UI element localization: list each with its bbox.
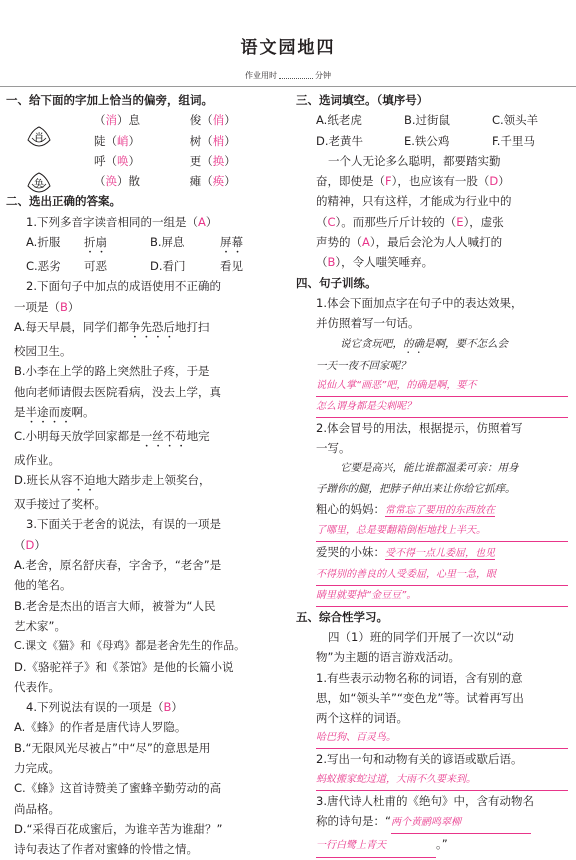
s5-q2: 2.写出一句和动物有关的谚语或歇后语。	[316, 752, 523, 767]
example-sentence-cont: 一天一夜不回家呢？	[316, 359, 411, 372]
left-column	[6, 90, 276, 860]
q4-stem: 4.下列说法有误的一项是（B）	[26, 700, 183, 715]
q4-option-c: C.《蜂》这首诗赞美了蜜蜂辛勤劳动的高	[14, 781, 222, 796]
s5-q1-cont: 两个这样的词语。	[316, 711, 408, 726]
answer: B	[163, 700, 172, 715]
q3-stem: 3.下面关于老舍的说法，有误的一项是	[26, 517, 221, 532]
section2-heading: 二、选出正确的答案。	[6, 194, 121, 209]
section3-heading: 三、选词填空。（填序号）	[296, 93, 429, 107]
answer: 梢	[212, 133, 225, 148]
time-blank	[279, 78, 313, 79]
handwritten-answer: 不得别的善良的人受委屈，心里一急，眼	[316, 565, 568, 586]
q4-option-b: B.“无限风光尽被占”中“尽”的意思是用	[14, 740, 211, 755]
word-options-row2: D.老黄牛 E.铁公鸡 F.千里马	[316, 133, 535, 148]
answer: D	[489, 174, 499, 189]
q3-option-b-cont: 艺术家”。	[14, 618, 66, 633]
answer: 峭	[117, 133, 129, 148]
answer: 俏	[212, 113, 225, 128]
icon-char-a: 肖	[34, 133, 44, 144]
mom-line	[296, 499, 568, 521]
answer: A	[197, 214, 206, 229]
s4-q1-stem: 1.体会下面加点字在句子中的表达效果，	[316, 295, 523, 310]
q2-option-b: B.小李在上学的路上突然肚子疼，于是	[14, 364, 210, 379]
minutes-label: 分钟	[315, 71, 331, 80]
q1-options-row1: A.折服 折扇 B.屏息 屏幕	[26, 235, 243, 250]
q4-option-d: D.“采得百花成蜜后，为谁辛苦为谁甜？”	[14, 821, 223, 836]
s4-q2-stem-cont: 一写。	[316, 441, 351, 456]
header-divider	[0, 86, 576, 87]
q2-option-c: C.小明每天放学回家都是一丝不苟地完	[14, 428, 210, 443]
section4-heading: 四、句子训练。	[296, 275, 377, 290]
s5-q3-cont: 称的诗句是：“两个黄鹂鸣翠柳	[296, 811, 568, 834]
answer: B	[327, 255, 336, 270]
passage-line: 一个人无论多么聪明，都要踏实勤	[328, 153, 501, 168]
q3-option-b: B.老舍是杰出的语言大师，被誉为“人民	[14, 598, 216, 613]
answer: 消	[105, 113, 117, 128]
q2-option-d-cont: 双手接过了奖杯。	[14, 497, 106, 512]
handwritten-answer: 常常忘了要用的东西放在	[385, 505, 495, 517]
q2-option-c-cont: 成作业。	[14, 452, 60, 467]
s5-intro-cont: 物”为主题的语言游戏活动。	[316, 650, 460, 665]
example-sentence: 它要是高兴，能比谁都温柔可亲：用身	[340, 462, 519, 475]
handwritten-answer: 蚂蚁搬家蛇过道，大雨不久要来到。	[316, 770, 568, 791]
passage-line: 奋，即使是（F），也应该有一股（D）	[316, 174, 510, 189]
s5-intro: 四（1）班的同学们开展了一次以“动	[328, 629, 514, 644]
section5-heading: 五、综合性学习。	[296, 609, 388, 624]
handwritten-answer: 说仙人掌“画恶”吧，的确是啊，要不	[316, 376, 568, 397]
sister-label: 爱哭的小妹：	[316, 545, 385, 560]
radical-grid	[6, 110, 276, 191]
q2-option-a-cont: 校园卫生。	[14, 343, 72, 358]
q2-option-b-cont: 他向老师请假去医院看病，没去上学，真	[14, 384, 221, 399]
q3-option-a: A.老舍，原名舒庆春，字舍予，“老舍”是	[14, 558, 222, 573]
time-label: 作业用时	[245, 71, 277, 80]
q3-option-a-cont: 他的笔名。	[14, 578, 72, 593]
q2-stem: 2.下面句子中加点的成语使用不正确的	[26, 279, 221, 294]
handwritten-answer: 睛里就要掉“金豆豆”。	[316, 586, 568, 607]
word-options-row1: A.纸老虎 B.过街鼠 C.领头羊	[316, 113, 539, 128]
homework-time	[0, 70, 576, 81]
mom-label: 粗心的妈妈：	[316, 502, 385, 517]
sister-line	[296, 542, 568, 564]
handwritten-answer: 怎么谓身都是尖刺呢？	[316, 397, 568, 418]
q1-stem: 1.下列多音字读音相同的一组是（A）	[26, 214, 218, 229]
handwritten-answer: 了哪里，总是要翻箱倒柜地找上半天。	[316, 521, 568, 542]
s5-q3-end: 一行白鹭上青天 。”	[296, 834, 568, 857]
q3-option-d: D.《骆驼祥子》和《茶馆》是他的长篇小说	[14, 659, 234, 674]
handwritten-answer: 两个黄鹂鸣翠柳	[391, 813, 531, 834]
answer: 换	[212, 153, 225, 168]
example-sentence: 说它贪玩吧，的确是啊，要不怎么会	[340, 337, 508, 350]
s5-q3: 3.唐代诗人杜甫的《绝句》中，含有动物名	[316, 793, 534, 808]
passage-line: （B），令人嗤笑唾弃。	[316, 255, 434, 270]
q4-option-c-cont: 尚品格。	[14, 801, 60, 816]
right-column	[296, 90, 568, 858]
s5-q1: 1.有些表示动物名称的词语，含有别的意	[316, 670, 523, 685]
q3-answer: （D）	[14, 537, 46, 552]
q2-stem-cont: 一项是（B）	[14, 299, 80, 314]
handwritten-answer: 哈巴狗、百灵鸟。	[316, 728, 568, 749]
q1-options-row2: C.恶劣 可恶 D.看门 看见	[26, 259, 243, 274]
q3-option-d-cont: 代表作。	[14, 679, 60, 694]
q2-option-b-end: 是半途而废啊。	[14, 404, 95, 419]
page-title: 语文园地四	[240, 38, 336, 58]
q2-option-d: D.班长从容不迫地大踏步走上领奖台，	[14, 473, 211, 488]
grid-row: （涣）散 瘫（痪）	[94, 174, 236, 189]
q3-option-c: C.课文《猫》和《母鸡》都是老舍先生的作品。	[14, 639, 246, 653]
section1-heading: 一、给下面的字加上恰当的偏旁，组词。	[6, 93, 213, 107]
s4-q2-stem: 2.体会冒号的用法，根据提示，仿照着写	[316, 420, 523, 435]
answer: 痪	[212, 174, 225, 189]
answer: A	[362, 235, 370, 250]
icon-char-b: 奂	[34, 179, 44, 190]
answer: B	[60, 299, 68, 314]
grid-row: 陡（峭） 树（梢）	[94, 133, 236, 148]
passage-line: 的精神，只有这样，才能成为行业中的	[316, 194, 512, 209]
passage-line: 声势的（A），最后会沦为人人喊打的	[316, 235, 503, 250]
answer: D	[25, 537, 35, 552]
q4-option-d-cont: 诗句表达了作者对蜜蜂的怜惜之情。	[14, 842, 198, 857]
answer: C	[327, 214, 336, 229]
passage-line: （C）。而那些斤斤计较的（E），虚张	[316, 214, 504, 229]
grid-row: （消）息 俊（俏）	[94, 113, 236, 128]
answer: 涣	[105, 174, 117, 189]
q2-option-a: A.每天早晨，同学们都争先恐后地打扫	[14, 319, 210, 334]
answer: F	[385, 174, 392, 189]
q4-option-b-cont: 力完成。	[14, 761, 60, 776]
handwritten-answer: 受不得一点儿委屈，也见	[385, 548, 495, 560]
grid-row: 呼（唤） 更（换）	[94, 153, 236, 168]
q4-option-a: A.《蜂》的作者是唐代诗人罗隐。	[14, 720, 187, 735]
answer: 唤	[117, 153, 129, 168]
answer: E	[456, 214, 464, 229]
s4-q1-stem-cont: 并仿照着写一句话。	[316, 316, 420, 331]
s5-q1-cont: 思，如“领头羊”“变色龙”等。试着再写出	[316, 690, 524, 705]
handwritten-answer: 一行白鹭上青天	[316, 836, 436, 857]
example-sentence-cont: 子蹭你的腿，把脖子伸出来让你给它抓痒。	[316, 482, 516, 495]
